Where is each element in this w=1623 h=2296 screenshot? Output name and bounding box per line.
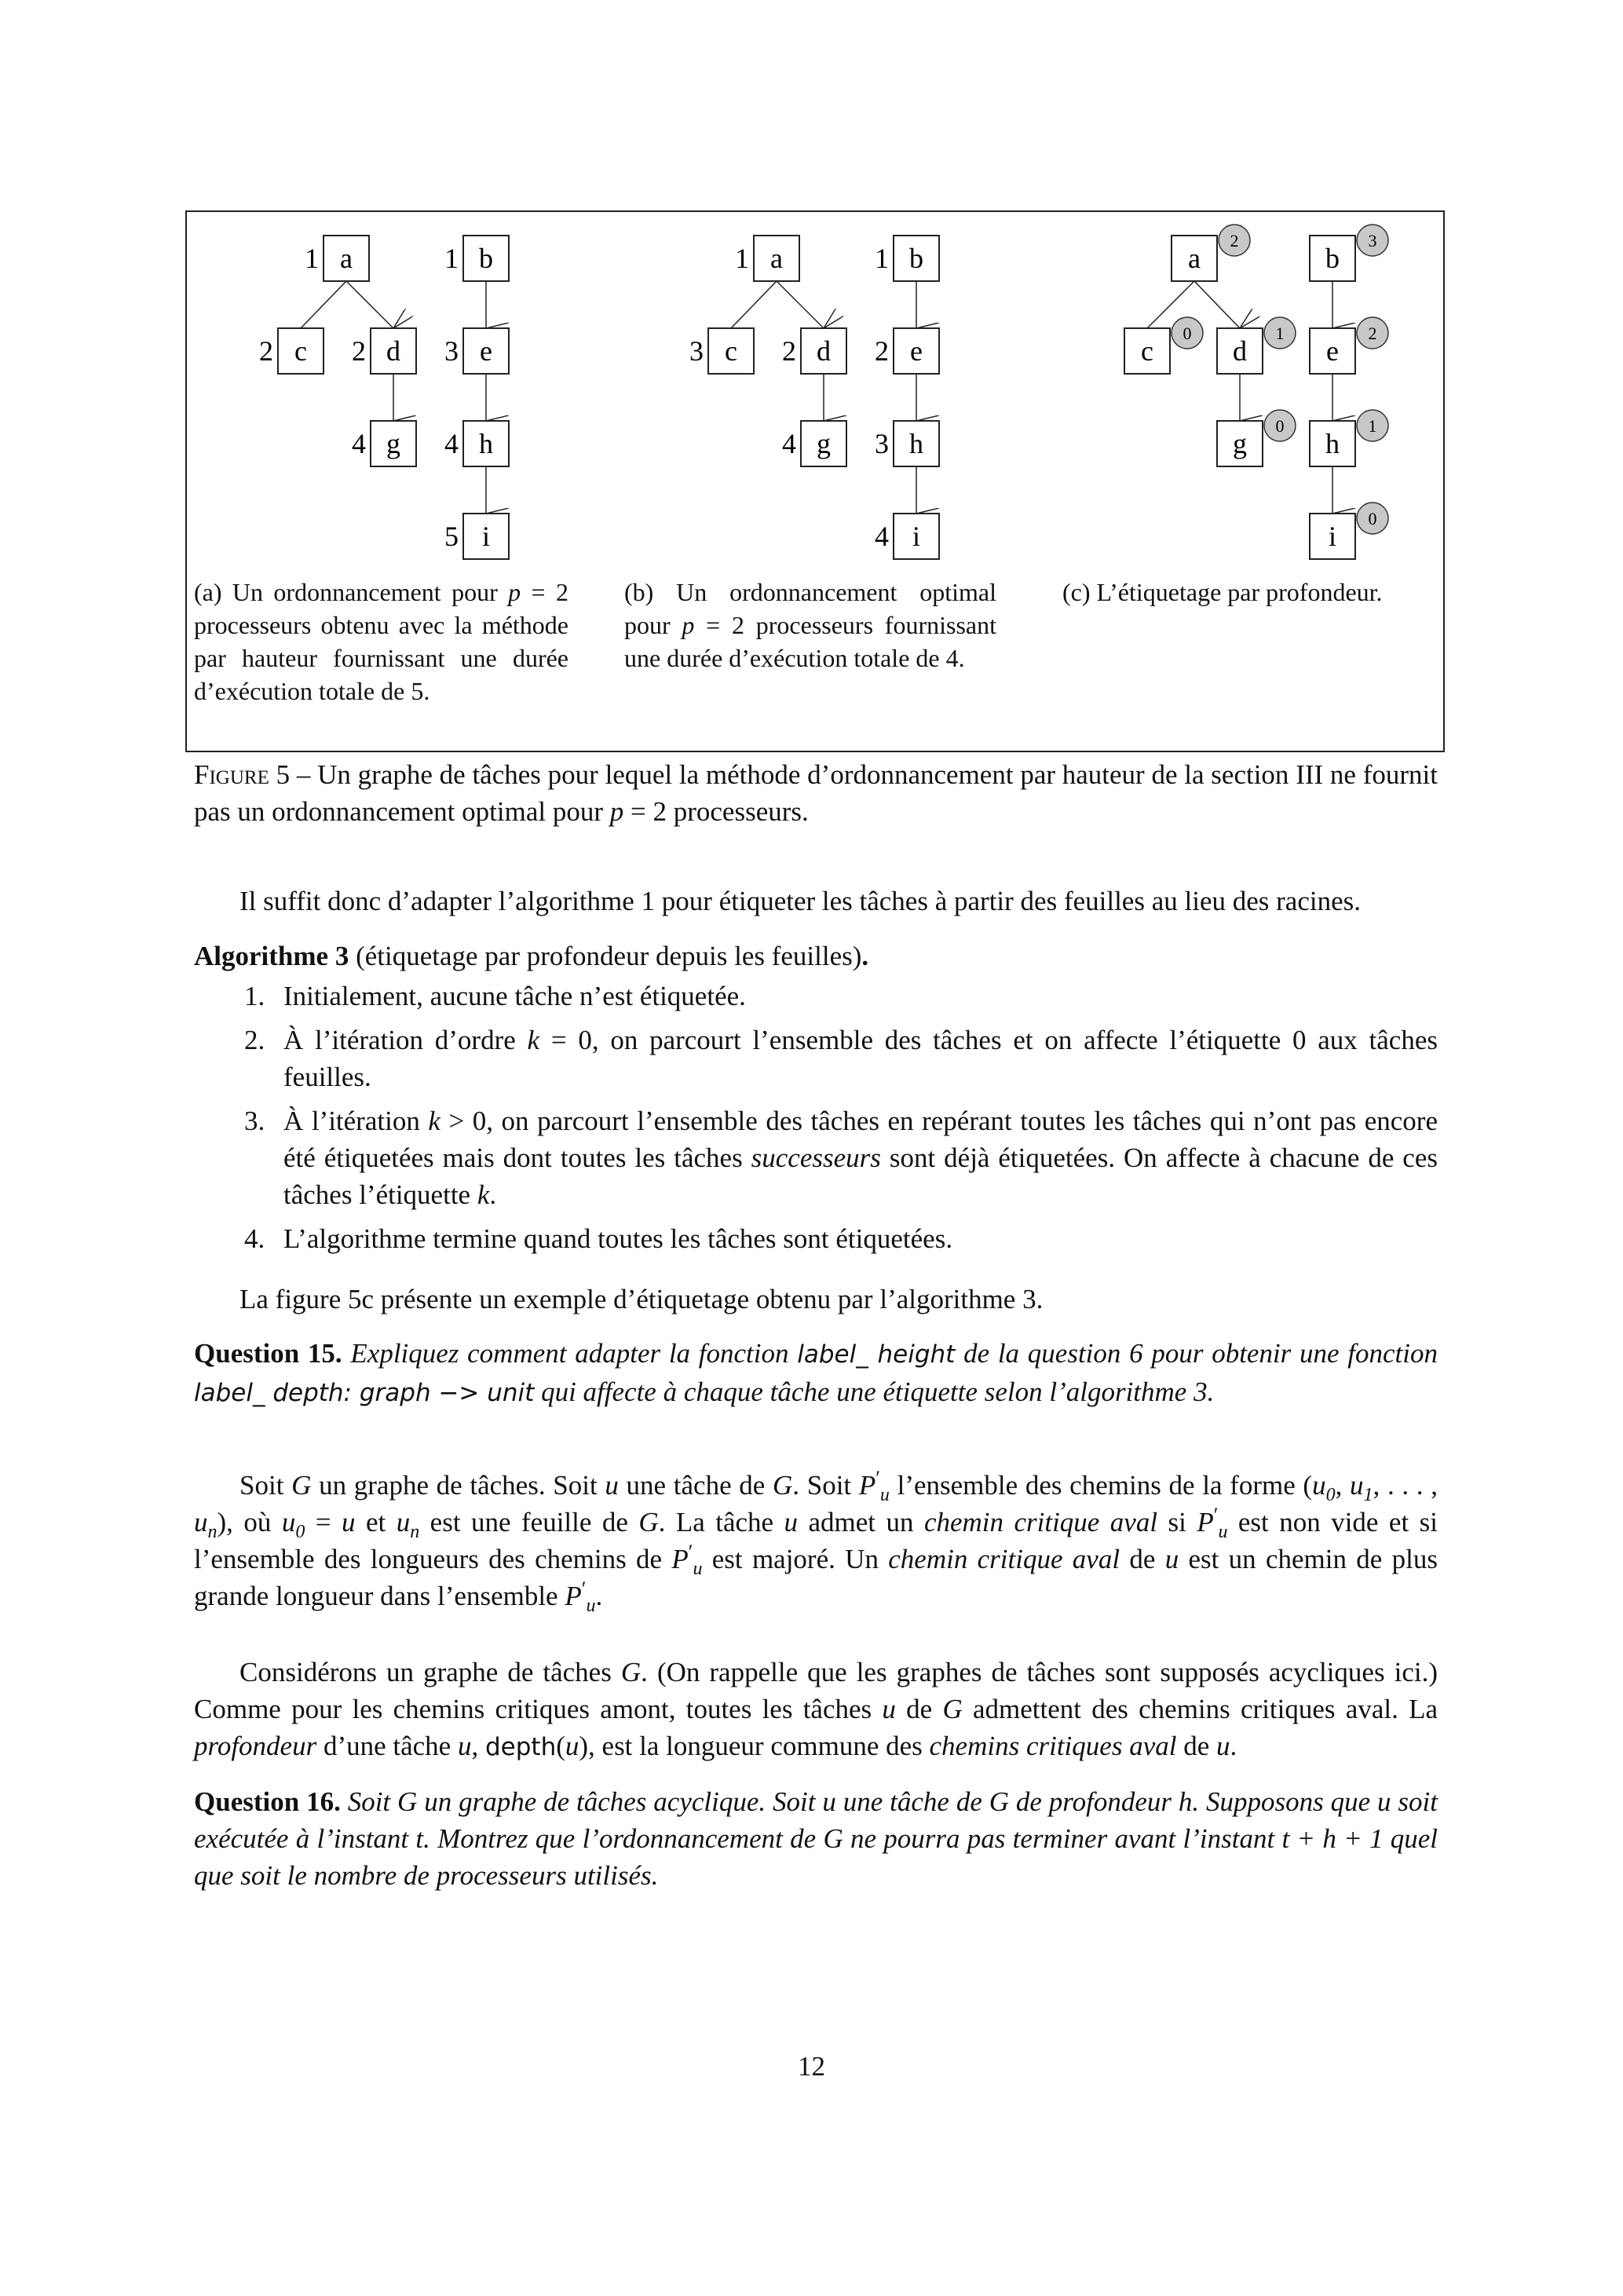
text-run: À l’itération d’ordre: [283, 1025, 528, 1055]
height-label: 1: [444, 243, 459, 274]
task-node-label: c: [294, 335, 307, 367]
text-run: u: [882, 1694, 896, 1724]
height-label: 3: [444, 335, 459, 367]
edge-arrow: [731, 281, 777, 328]
text-run: de la question 6 pour obtenir une fonction: [955, 1338, 1438, 1369]
text-run: sont déjà étiquetées. On affecte à chacune de ces tâches l’étiquette: [283, 1143, 1438, 1210]
text-run: u: [693, 1559, 703, 1579]
height-label: 2: [782, 335, 796, 367]
edge-arrow: [301, 281, 346, 328]
height-label: 2: [259, 335, 273, 367]
depth-label: 0: [1275, 416, 1285, 436]
text-run: chemins critiques aval: [929, 1731, 1177, 1761]
figure-caption: [194, 756, 1438, 830]
algorithm-steps: [194, 978, 1438, 1257]
text-run: u: [1216, 1731, 1230, 1761]
text-run: u: [784, 1507, 799, 1537]
text-run: de: [895, 1694, 943, 1724]
text-run: k: [428, 1106, 440, 1136]
text-run: .: [595, 1581, 603, 1611]
height-label: 4: [875, 521, 889, 552]
task-node-label: h: [1325, 428, 1340, 459]
text-run: est non vide et si l’ensemble des longueurs des chemins de: [194, 1507, 1438, 1574]
task-node-label: g: [817, 428, 831, 459]
task-node-label: i: [1328, 521, 1337, 552]
task-node-label: e: [1326, 335, 1339, 367]
paragraph: [194, 883, 1438, 919]
text-run: . La tâche: [658, 1507, 784, 1537]
text-run: depth: [484, 1733, 557, 1761]
text-run: . Soit: [792, 1470, 859, 1501]
page-number: 12: [798, 2051, 825, 2082]
question-16: [194, 1783, 1438, 1894]
text-run: u: [605, 1470, 619, 1501]
depth-label: 1: [1368, 416, 1377, 436]
task-node-label: i: [912, 521, 921, 552]
algorithm-step: [194, 1102, 1438, 1213]
question-15: [194, 1335, 1438, 1412]
height-label: 3: [689, 335, 704, 367]
height-label: 3: [875, 428, 889, 459]
text-run: Figure 5: [194, 759, 291, 790]
text-run: = 2 processeurs.: [623, 796, 809, 827]
step-number: 3.: [244, 1106, 265, 1136]
text-run: P: [565, 1581, 582, 1611]
text-run: u: [565, 1731, 579, 1761]
paragraph-chemin-critique-aval: [194, 1467, 1438, 1614]
text-run: 0: [295, 1522, 305, 1542]
text-run: Expliquez comment adapter la fonction: [342, 1338, 798, 1369]
text-run: u: [1312, 1470, 1326, 1501]
text-run: u: [342, 1507, 356, 1537]
text-run: admettent des chemins critiques aval. La: [962, 1694, 1438, 1724]
text-run: P: [1197, 1507, 1214, 1537]
task-node-label: d: [1233, 335, 1247, 367]
height-label: 2: [352, 335, 366, 367]
figure-5: [185, 210, 1445, 752]
text-run: u: [1350, 1470, 1364, 1501]
text-run: À l’itération: [283, 1106, 429, 1136]
text-run: n: [207, 1522, 217, 1542]
text-run: chemin critique aval: [888, 1544, 1120, 1574]
text-run: Soit G un graphe de tâches acyclique. Soit u une tâche de G de profondeur h. Supposons que u soit exécutée à l’instant t. Montrez que l’ordonnancement de G ne pourra pas terminer avant l’instant t + h + 1 quel que soit le nombre de processeurs utilisés.: [194, 1786, 1438, 1891]
text-run: u: [1218, 1522, 1228, 1542]
height-label: 4: [782, 428, 796, 459]
text-run: ,: [471, 1731, 485, 1761]
text-run: u: [194, 1507, 208, 1537]
text-run: – Un graphe de tâches pour lequel la méthode d’ordonnancement par hauteur de la section III ne fournit pas un ordonnancement optimal pour: [194, 759, 1438, 827]
task-node-label: d: [817, 335, 831, 367]
text-run: est un chemin de plus grande longueur dans l’ensemble: [194, 1544, 1438, 1611]
text-run: un graphe de tâches. Soit: [311, 1470, 605, 1501]
task-node-label: h: [479, 428, 493, 459]
algorithm-step: [194, 1220, 1438, 1257]
subcaption-c: [1062, 576, 1438, 609]
task-node-label: g: [386, 428, 400, 459]
task-node-label: c: [1141, 335, 1153, 367]
text-run: successeurs: [751, 1143, 881, 1173]
task-node-label: h: [909, 428, 923, 459]
text-run: Question 15.: [194, 1338, 342, 1369]
text-run: profondeur: [194, 1731, 317, 1761]
text-run: = 0, on parcourt l’ensemble des tâches et on affecte l’étiquette 0 aux tâches feuilles.: [283, 1025, 1438, 1092]
text-run: = 2 processeurs fournissant une durée d’exécution totale de 4.: [624, 611, 997, 672]
text-run: G: [942, 1694, 963, 1724]
subcaption-a: [194, 576, 568, 707]
text-run: Considérons un graphe de tâches: [239, 1657, 621, 1687]
depth-label: 2: [1368, 324, 1377, 343]
edge-arrow: [346, 281, 393, 328]
text-run: ), est la longueur commune des: [579, 1731, 930, 1761]
algorithm-heading: [194, 938, 1438, 974]
text-run: d’une tâche: [316, 1731, 458, 1761]
text-run: Algorithme 3: [194, 941, 349, 971]
depth-label: 3: [1368, 231, 1377, 250]
text-run: n: [410, 1522, 420, 1542]
height-label: 1: [735, 243, 749, 274]
text-run: ′: [1213, 1504, 1219, 1526]
text-run: =: [305, 1507, 342, 1537]
text-run: est majoré. Un: [702, 1544, 889, 1574]
text-run: (a) Un ordonnancement pour: [194, 578, 509, 606]
text-run: u: [396, 1507, 411, 1537]
text-run: une tâche de: [618, 1470, 773, 1501]
algorithm-step: [194, 1022, 1438, 1095]
text-run: Initialement, aucune tâche n’est étiquetée.: [283, 981, 746, 1011]
depth-label: 0: [1368, 509, 1377, 528]
task-node-label: a: [770, 243, 783, 274]
text-run: G: [638, 1507, 659, 1537]
task-node-label: b: [909, 243, 923, 274]
text-run: Soit: [239, 1470, 292, 1501]
paragraph-profondeur: [194, 1654, 1438, 1766]
text-run: p: [609, 796, 624, 827]
text-run: (étiquetage par profondeur depuis les feuilles): [349, 941, 862, 971]
text-run: chemin critique aval: [923, 1507, 1158, 1537]
text-run: P: [671, 1544, 689, 1574]
text-run: (: [556, 1731, 565, 1761]
text-run: p: [508, 578, 521, 606]
text-run: k: [477, 1179, 490, 1210]
text-run: , . . . ,: [1373, 1470, 1438, 1501]
text-run: u: [457, 1731, 472, 1761]
task-node-label: e: [910, 335, 923, 367]
text-run: de: [1120, 1544, 1165, 1574]
text-run: ′: [581, 1578, 587, 1600]
text-run: P: [858, 1470, 876, 1501]
height-label: 5: [444, 521, 459, 552]
task-node-label: b: [1325, 243, 1340, 274]
height-label: 4: [352, 428, 366, 459]
text-run: k: [527, 1025, 540, 1055]
text-run: (c) L’étiquetage par profondeur.: [1062, 578, 1383, 606]
text-run: G: [773, 1470, 793, 1501]
text-run: qui affecte à chaque tâche une étiquette selon l’algorithme 3.: [534, 1377, 1215, 1407]
text-run: (b) Un ordonnancement optimal pour: [624, 578, 996, 639]
text-run: .: [1230, 1731, 1237, 1761]
text-run: G: [620, 1657, 642, 1687]
page-body: [194, 756, 1438, 1894]
text-run: et: [355, 1507, 397, 1537]
depth-label: 1: [1275, 324, 1285, 343]
text-run: u: [281, 1507, 296, 1537]
text-run: G: [291, 1470, 312, 1501]
text-run: ,: [1335, 1470, 1351, 1501]
text-run: = 2 processeurs obtenu avec la méthode par hauteur fournissant une durée d’exécution totale de 5.: [194, 578, 569, 705]
task-node-label: b: [479, 243, 493, 274]
step-number: 1.: [244, 981, 265, 1011]
text-run: label_ height: [797, 1340, 956, 1369]
task-node-label: a: [1188, 243, 1201, 274]
task-node-label: i: [481, 521, 491, 552]
text-run: .: [861, 941, 869, 971]
text-run: L’algorithme termine quand toutes les tâches sont étiquetées.: [283, 1223, 953, 1254]
task-node-label: c: [725, 335, 737, 367]
text-run: ), où: [217, 1507, 282, 1537]
task-node-label: d: [386, 335, 400, 367]
text-run: ′: [875, 1467, 880, 1490]
text-run: . (On rappelle que les graphes de tâches sont supposés acycliques ici.) Comme pour les chemins critiques amont, toutes les tâches: [194, 1657, 1438, 1724]
text-run: l’ensemble des chemins de la forme (: [889, 1470, 1313, 1501]
edge-arrow: [777, 281, 824, 328]
algorithm-step: [194, 978, 1438, 1015]
text-run: u: [879, 1485, 890, 1505]
subcaption-b: [624, 576, 996, 675]
text-run: 0: [1325, 1485, 1336, 1505]
step-number: 4.: [244, 1223, 265, 1254]
height-label: 2: [875, 335, 889, 367]
task-node-label: g: [1233, 428, 1247, 459]
depth-label: 2: [1230, 231, 1239, 250]
text-run: Il suffit donc d’adapter l’algorithme 1 pour étiqueter les tâches à partir des feuilles au lieu des racines.: [239, 886, 1361, 916]
text-run: label_ depth: graph −> unit: [194, 1379, 535, 1407]
height-label: 4: [444, 428, 459, 459]
text-run: si: [1157, 1507, 1197, 1537]
step-number: 2.: [244, 1025, 265, 1055]
paragraph: [194, 1281, 1438, 1318]
text-run: La figure 5c présente un exemple d’étiquetage obtenu par l’algorithme 3.: [239, 1284, 1044, 1314]
text-run: u: [586, 1596, 596, 1616]
edge-arrow: [1194, 281, 1240, 328]
height-label: 1: [875, 243, 889, 274]
task-node-label: e: [480, 335, 492, 367]
text-run: est une feuille de: [419, 1507, 639, 1537]
height-label: 1: [305, 243, 319, 274]
task-node-label: a: [340, 243, 353, 274]
text-run: u: [1164, 1544, 1179, 1574]
text-run: 1: [1363, 1485, 1373, 1505]
text-run: Question 16.: [194, 1786, 341, 1817]
text-run: .: [489, 1179, 497, 1210]
text-run: admet un: [798, 1507, 924, 1537]
text-run: de: [1176, 1731, 1216, 1761]
text-run: ′: [688, 1541, 693, 1563]
task-graphs: [187, 212, 1443, 573]
depth-label: 0: [1183, 324, 1192, 343]
text-run: > 0, on parcourt l’ensemble des tâches en repérant toutes les tâches qui n’ont pas encore été étiquetées mais dont toutes les tâches: [283, 1106, 1438, 1173]
text-run: p: [682, 611, 695, 639]
